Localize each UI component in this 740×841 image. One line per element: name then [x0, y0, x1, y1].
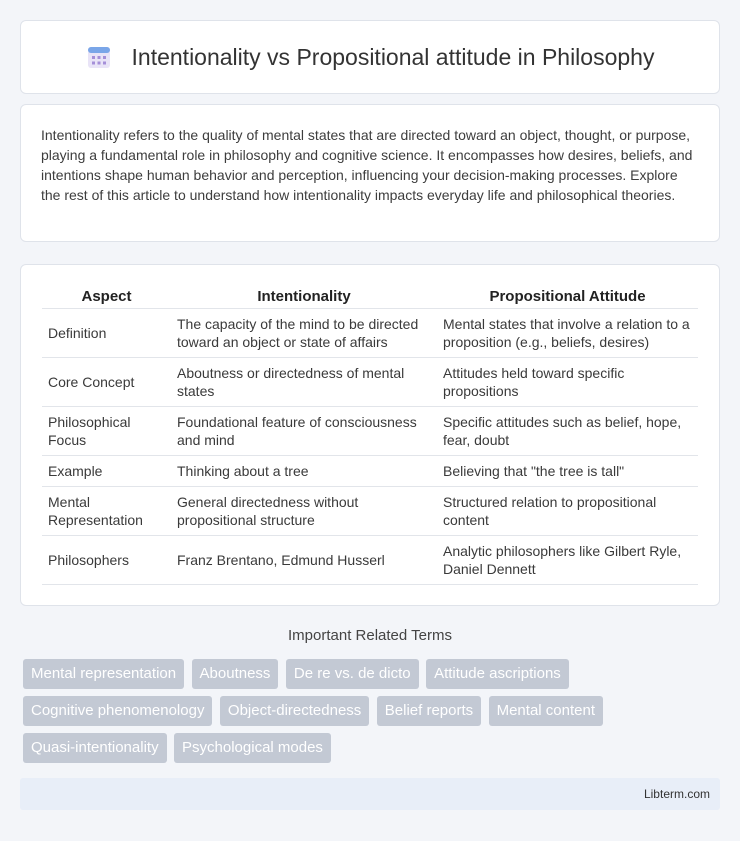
table-cell: Franz Brentano, Edmund Husserl [171, 536, 437, 585]
related-terms-tags [23, 659, 723, 770]
table-cell: Aboutness or directedness of mental states [171, 358, 437, 407]
related-term-tag[interactable]: Psychological modes [174, 733, 331, 763]
table-cell: Believing that "the tree is tall" [437, 456, 698, 487]
related-term-tag[interactable]: Belief reports [377, 696, 481, 726]
table-cell: Mental states that involve a relation to a proposition (e.g., beliefs, desires) [437, 309, 698, 358]
intro-text: Intentionality refers to the quality of mental states that are directed toward an object, thought, or purpose, playing a fundamental role in philosophy and cognitive science. It encompasses how desires, beliefs, and intentions shape human behavior and perception, influencing your decision-making processes. Explore the rest of this article to understand how intentionality impacts everyday life and philosophical theories. [41, 127, 693, 203]
table-row [42, 358, 698, 407]
related-term-tag[interactable]: Object-directedness [220, 696, 369, 726]
table-cell: Attitudes held toward specific propositions [437, 358, 698, 407]
related-term-tag[interactable]: Quasi-intentionality [23, 733, 167, 763]
table-cell: Philosophical Focus [42, 407, 171, 456]
related-term-tag[interactable]: De re vs. de dicto [286, 659, 419, 689]
spreadsheet-grid-icon [86, 44, 112, 70]
table-header-row [42, 285, 698, 309]
intro-card [20, 104, 720, 242]
table-cell: Foundational feature of consciousness and mind [171, 407, 437, 456]
table-cell: Structured relation to propositional content [437, 487, 698, 536]
table-cell: Mental Representation [42, 487, 171, 536]
table-cell: Definition [42, 309, 171, 358]
related-term-tag[interactable]: Aboutness [192, 659, 279, 689]
related-term-tag[interactable]: Attitude ascriptions [426, 659, 569, 689]
header-card [20, 20, 720, 94]
table-cell: The capacity of the mind to be directed toward an object or state of affairs [171, 309, 437, 358]
related-term-tag[interactable]: Mental representation [23, 659, 184, 689]
table-row [42, 487, 698, 536]
table-cell: Core Concept [42, 358, 171, 407]
related-term-tag[interactable]: Mental content [489, 696, 603, 726]
comparison-table [42, 285, 698, 585]
table-row [42, 536, 698, 585]
page-title: Intentionality vs Propositional attitude in Philosophy [131, 43, 655, 70]
table-cell: Specific attitudes such as belief, hope, fear, doubt [437, 407, 698, 456]
related-term-tag[interactable]: Cognitive phenomenology [23, 696, 212, 726]
footer-site-link[interactable]: Libterm.com [643, 787, 710, 801]
column-header: Intentionality [171, 285, 437, 309]
related-terms-title: Important Related Terms [288, 627, 452, 644]
footer [20, 778, 720, 810]
table-cell: General directedness without propositional structure [171, 487, 437, 536]
table-cell: Philosophers [42, 536, 171, 585]
column-header: Aspect [42, 285, 171, 309]
table-row [42, 309, 698, 358]
table-cell: Thinking about a tree [171, 456, 437, 487]
table-row [42, 407, 698, 456]
comparison-table-card [20, 264, 720, 606]
table-row [42, 456, 698, 487]
table-cell: Analytic philosophers like Gilbert Ryle, Daniel Dennett [437, 536, 698, 585]
column-header: Propositional Attitude [437, 285, 698, 309]
table-cell: Example [42, 456, 171, 487]
